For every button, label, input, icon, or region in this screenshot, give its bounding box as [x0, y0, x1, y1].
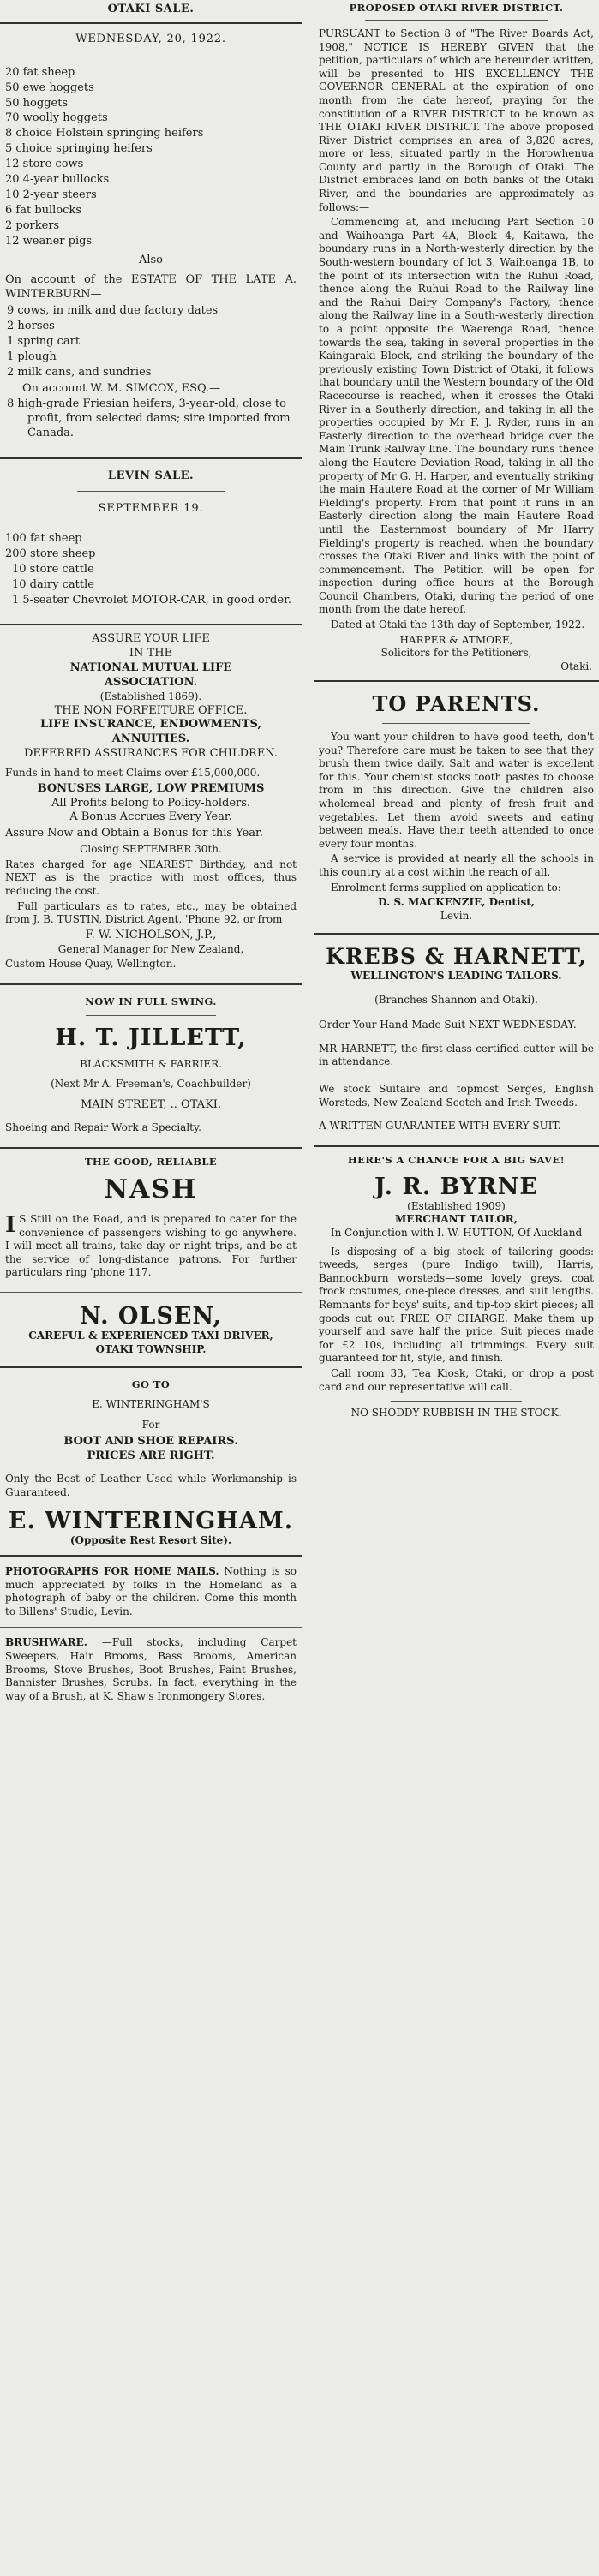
nash-advert [0, 1156, 302, 1280]
parents-para: You want your children to have good teeth, don't you? Therefore care must be taken to see that they brush them twice daily. Salt and water is excellent for this. Your chemist stocks tooth pastes to choose from in this direction. Give the children also wholemeal bread and plenty of fresh fruit and vegetables. Let them avoid sweets and eating between meals. Have their teeth attended to once every four months. [319, 731, 594, 850]
otaki-sale-date: WEDNESDAY, 20, 1922. [75, 32, 226, 45]
estate-line: On account of the ESTATE OF THE LATE A. WINTERBURN— [5, 273, 297, 302]
krebs-tagline: WELLINGTON'S LEADING TAILORS. [350, 970, 562, 983]
nash-heading: THE GOOD, RELIABLE [84, 1155, 218, 1168]
winteringham-opposite: (Opposite Rest Resort Site). [69, 1534, 232, 1547]
amp-gm: General Manager for New Zealand, [57, 942, 244, 955]
byrne-trade: MERCHANT TAILOR, [395, 1213, 518, 1226]
right-column [314, 0, 599, 2576]
divider [0, 22, 302, 24]
byrne-established: (Established 1909) [407, 1199, 506, 1212]
olsen-name: N. OLSEN, [80, 1302, 222, 1330]
krebs-guarantee: A WRITTEN GUARANTEE WITH EVERY SUIT. [319, 1120, 561, 1133]
winteringham-goto: GO TO [131, 1378, 171, 1391]
byrne-chance: HERE'S A CHANCE FOR A BIG SAVE! [347, 1153, 566, 1166]
river-heading: PROPOSED OTAKI RIVER DISTRICT. [349, 2, 564, 14]
list-item: 2 porkers [5, 218, 60, 232]
list-item: 10 dairy cattle [12, 577, 94, 591]
list-item: 50 hoggets [5, 96, 69, 110]
list-item: 100 fat sheep [5, 531, 82, 545]
river-signer-role: Solicitors for the Petitioners, [380, 647, 532, 660]
list-item: 12 store cows [5, 158, 84, 171]
list-item: 1 plough [7, 350, 57, 363]
amp-established: (Established 1869). [99, 690, 202, 702]
also-label: —Also— [127, 254, 175, 267]
byrne-footer: NO SHODDY RUBBISH IN THE STOCK. [350, 1407, 562, 1419]
list-item: 1 spring cart [7, 334, 81, 348]
byrne-body: Is disposing of a big stock of tailoring goods: tweeds, serges (pure Indigo twill), Harris, Bannockburn worsteds—some lovely greys, coat frock costumes, one-piece dresses, and suit lengths. Remnants for boys' suits, and tip-top skirt pieces; all goods cut out FREE OF CHARGE. Make them up yourself and save half the price. Suit pieces made for £2 10s, including all trimmings. Every suit guaranteed for fit, style, and finish. [319, 1245, 594, 1365]
amp-nicholson: F. W. NICHOLSON, J.P., [85, 928, 217, 941]
amp-closing: Closing SEPTEMBER 30th. [80, 843, 222, 856]
nash-name: NASH [104, 1174, 198, 1204]
jillett-shoeing: Shoeing and Repair Work a Specialty. [5, 1121, 201, 1133]
list-item: 10 2-year steers [5, 188, 97, 201]
parents-dentist: D. S. MACKENZIE, Dentist, [378, 896, 535, 909]
krebs-branches: (Branches Shannon and Otaki). [374, 993, 538, 1006]
amp-bonuses: BONUSES LARGE, LOW PREMIUMS [37, 781, 265, 795]
list-item: 12 weaner pigs [5, 234, 93, 248]
krebs-order: Order Your Hand-Made Suit NEXT WEDNESDAY. [319, 1019, 577, 1031]
jillett-banner: NOW IN FULL SWING. [85, 995, 217, 1007]
parents-heading: TO PARENTS. [372, 691, 541, 717]
krebs-stock: We stock Suitaire and topmost Serges, English Worsteds, New Zealand Scotch and Irish Tweeds. [319, 1083, 594, 1109]
list-item: 2 horses [7, 320, 55, 333]
river-para: PURSUANT to Section 8 of "The River Boards Act, 1908," NOTICE IS HEREBY GIVEN that the petition, particulars of which are hereunder written, will be presented to HIS EXCELLENCY THE GOVERNOR GENERAL at the expiration of one month from the date hereof, praying for the constitution of a RIVER DISTRICT to be known as THE OTAKI RIVER DISTRICT. The above proposed River District comprises an area of 3,820 acres, more or less, situated partly in the Horowhenua County and partly in the Borough of Otaki. The District embraces land on both banks of the Otaki River, and the boundaries are approximately as follows:— [319, 27, 594, 213]
list-item: 8 choice Holstein springing heifers [5, 127, 204, 140]
parents-para: A service is provided at nearly all the schools in this country at a cost within the reach of all. [319, 852, 594, 878]
amp-office: Custom House Quay, Wellington. [5, 958, 177, 971]
divider [382, 723, 530, 724]
divider [391, 1401, 522, 1402]
river-para: Commencing at, and including Part Section 10 and Waihoanga Part 4A, Block 4, Kaitawa, the boundary runs in a North-westerly direction by the South-western boundary of lot 3, Waihoanga 1B, to the point of its intersection with the Ruhui Road, thence along the Ruhui Road to the Railway line and the Rahui Dairy Company's Factory, thence along the Railway line in a South-westerly direction to a point opposite the Waerenga Road, thence towards the sea, taking in several properties in the Kaingaraki Block, and striking the boundary of the previously existing Town District of Otaki, it follows that boundary until the Western boundary of the Old Racecourse is reached, when it crosses the Otaki River in a Southerly direction, and taking in all the properties occupied by Mr F. J. Ryder, runs in an Easterly direction to the overhead bridge over the Main Trunk Railway line. The boundary runs thence along the Hautere Deviation Road, taking in all the property of Mr G. H. Harper, and eventually striking the main Hautere Road at the corner of Mr William Fielding's property. From that point it runs in an Easterly direction along the main Hautere Road until the Easternmost boundary of Mr Harry Fielding's property is reached, when the boundary crosses the Otaki River and links with the point of commencement. The Petition will be open for inspection during office hours at the Borough Council Chambers, Otaki, during the period of one month from the date hereof. [319, 216, 594, 616]
river-signer: HARPER & ATMORE, [399, 633, 513, 646]
list-item: 10 store cattle [12, 562, 94, 576]
list-item: 2 milk cans, and sundries [7, 365, 152, 379]
amp-line: ASSOCIATION. [104, 676, 198, 690]
nash-dropcap: I [5, 1212, 16, 1238]
amp-line: NATIONAL MUTUAL LIFE [69, 661, 232, 675]
simcox-item: 8 high-grade Friesian heifers, 3-year-old, close to profit, from selected dams; sire imported from Canada. [7, 397, 291, 440]
winteringham-for: For [141, 1418, 160, 1431]
divider [365, 20, 548, 21]
krebs-name: KREBS & HARNETT, [326, 944, 587, 970]
estate-list [0, 304, 302, 380]
byrne-conjunction: In Conjunction with I. W. HUTTON, Of Auckland [330, 1227, 583, 1240]
jillett-trade: BLACKSMITH & FARRIER. [80, 1057, 222, 1070]
billens-advert [5, 1565, 297, 1618]
amp-deferred: DEFERRED ASSURANCES FOR CHILDREN. [23, 747, 279, 761]
divider [86, 1015, 216, 1016]
jillett-name: H. T. JILLETT, [55, 1024, 247, 1051]
list-item: 9 cows, in milk and due factory dates [7, 304, 219, 318]
otaki-sale-heading: OTAKI SALE. [107, 3, 195, 15]
amp-advert [0, 632, 302, 971]
simcox-line: On account W. M. SIMCOX, ESQ.— [22, 381, 221, 395]
levin-sale [0, 469, 302, 607]
jillett-next-to: (Next Mr A. Freeman's, Coachbuilder) [51, 1078, 251, 1091]
otaki-sale [0, 3, 302, 441]
list-item: 200 store sheep [5, 547, 96, 560]
otaki-sale-list [0, 66, 302, 249]
billens-head: PHOTOGRAPHS FOR HOME MAILS. [5, 1564, 219, 1577]
list-item: 50 ewe hoggets [5, 81, 94, 94]
jillett-address: MAIN STREET, .. OTAKI. [80, 1098, 222, 1112]
olsen-trade: CAREFUL & EXPERIENCED TAXI DRIVER, [28, 1330, 273, 1342]
river-para: Dated at Otaki the 13th day of September, 1922. [331, 619, 585, 631]
river-signer-place: Otaki. [560, 660, 592, 672]
winteringham-advert [0, 1378, 302, 1548]
list-item: 1 5-seater Chevrolet MOTOR-CAR, in good order. [12, 593, 291, 607]
amp-line: IN THE [129, 647, 173, 660]
shaw-advert [5, 1636, 297, 1703]
amp-assure-now: Assure Now and Obtain a Bonus for this Year. [5, 827, 263, 840]
olsen-advert [0, 1303, 302, 1356]
shaw-head: BRUSHWARE. [5, 1636, 87, 1649]
byrne-call: Call room 33, Tea Kiosk, Otaki, or drop a post card and our representative will call. [319, 1366, 594, 1393]
parents-advert [314, 692, 599, 923]
parents-town: Levin. [440, 909, 473, 922]
amp-line: ASSURE YOUR LIFE [92, 632, 210, 646]
byrne-advert [314, 1154, 599, 1420]
jillett-advert [0, 995, 302, 1135]
river-district-notice [314, 2, 599, 673]
list-item: 20 fat sheep [5, 65, 75, 79]
byrne-name: J. R. BYRNE [374, 1173, 539, 1200]
levin-sale-heading: LEVIN SALE. [107, 469, 195, 483]
list-item: 6 fat bullocks [5, 203, 81, 217]
parents-para: Enrolment forms supplied on application to:— [331, 881, 572, 894]
olsen-place: OTAKI TOWNSHIP. [95, 1342, 207, 1355]
amp-rates: Rates charged for age NEAREST Birthday, and not NEXT as is the practice with most offices, thus reducing the cost. [5, 858, 297, 898]
amp-funds: Funds in hand to meet Claims over £15,000,000. [5, 767, 261, 780]
shaw-body: —Full stocks, including Carpet Sweepers, Hair Brooms, Bass Brooms, American Brooms, Stove Brushes, Boot Brushes, Paint Brushes, Bannister Brushes, Scrubs. In fact, everything in the way of a Brush, at K. Shaw's Ironmongery Stores. [5, 1636, 297, 1702]
list-item: 5 choice springing heifers [5, 142, 153, 156]
krebs-cutter: MR HARNETT, the first-class certified cutter will be in attendance. [319, 1042, 594, 1068]
divider [77, 491, 225, 492]
winteringham-name-small: E. WINTERINGHAM'S [92, 1398, 210, 1411]
amp-non-forfeiture: THE NON FORFEITURE OFFICE. [54, 703, 248, 717]
nash-body: S Still on the Road, and is prepared to cater for the convenience of passengers wishing to go anywhere. I will meet all trains, take day or night trips, and be at the service of long-distance patrons. For further particulars ring 'phone 117. [5, 1213, 297, 1279]
levin-sale-list [0, 532, 302, 607]
amp-particulars: Full particulars as to rates, etc., may be obtained from J. B. TUSTIN, District Agent, 'Phone 92, or from [5, 900, 297, 926]
list-item: 20 4-year bullocks [5, 173, 110, 187]
winteringham-only: Only the Best of Leather Used while Workmanship is Guaranteed. [5, 1473, 297, 1498]
winteringham-prices: PRICES ARE RIGHT. [87, 1449, 215, 1463]
list-item: 70 woolly hoggets [5, 111, 108, 125]
amp-accrues: A Bonus Accrues Every Year. [69, 810, 232, 824]
amp-profits: All Profits belong to Policy-holders. [51, 796, 251, 810]
billens-body: Nothing is so much appreciated by folks in the Homeland as a photograph of baby or the children. Come this month to Billens' Studio, Levin. [5, 1564, 297, 1617]
amp-life-insurance: LIFE INSURANCE, ENDOWMENTS, ANNUITIES. [40, 718, 261, 746]
winteringham-name-big: E. WINTERINGHAM. [8, 1508, 294, 1535]
krebs-advert [314, 945, 599, 1133]
winteringham-services: BOOT AND SHOE REPAIRS. [63, 1435, 238, 1449]
levin-sale-date: SEPTEMBER 19. [98, 502, 204, 516]
